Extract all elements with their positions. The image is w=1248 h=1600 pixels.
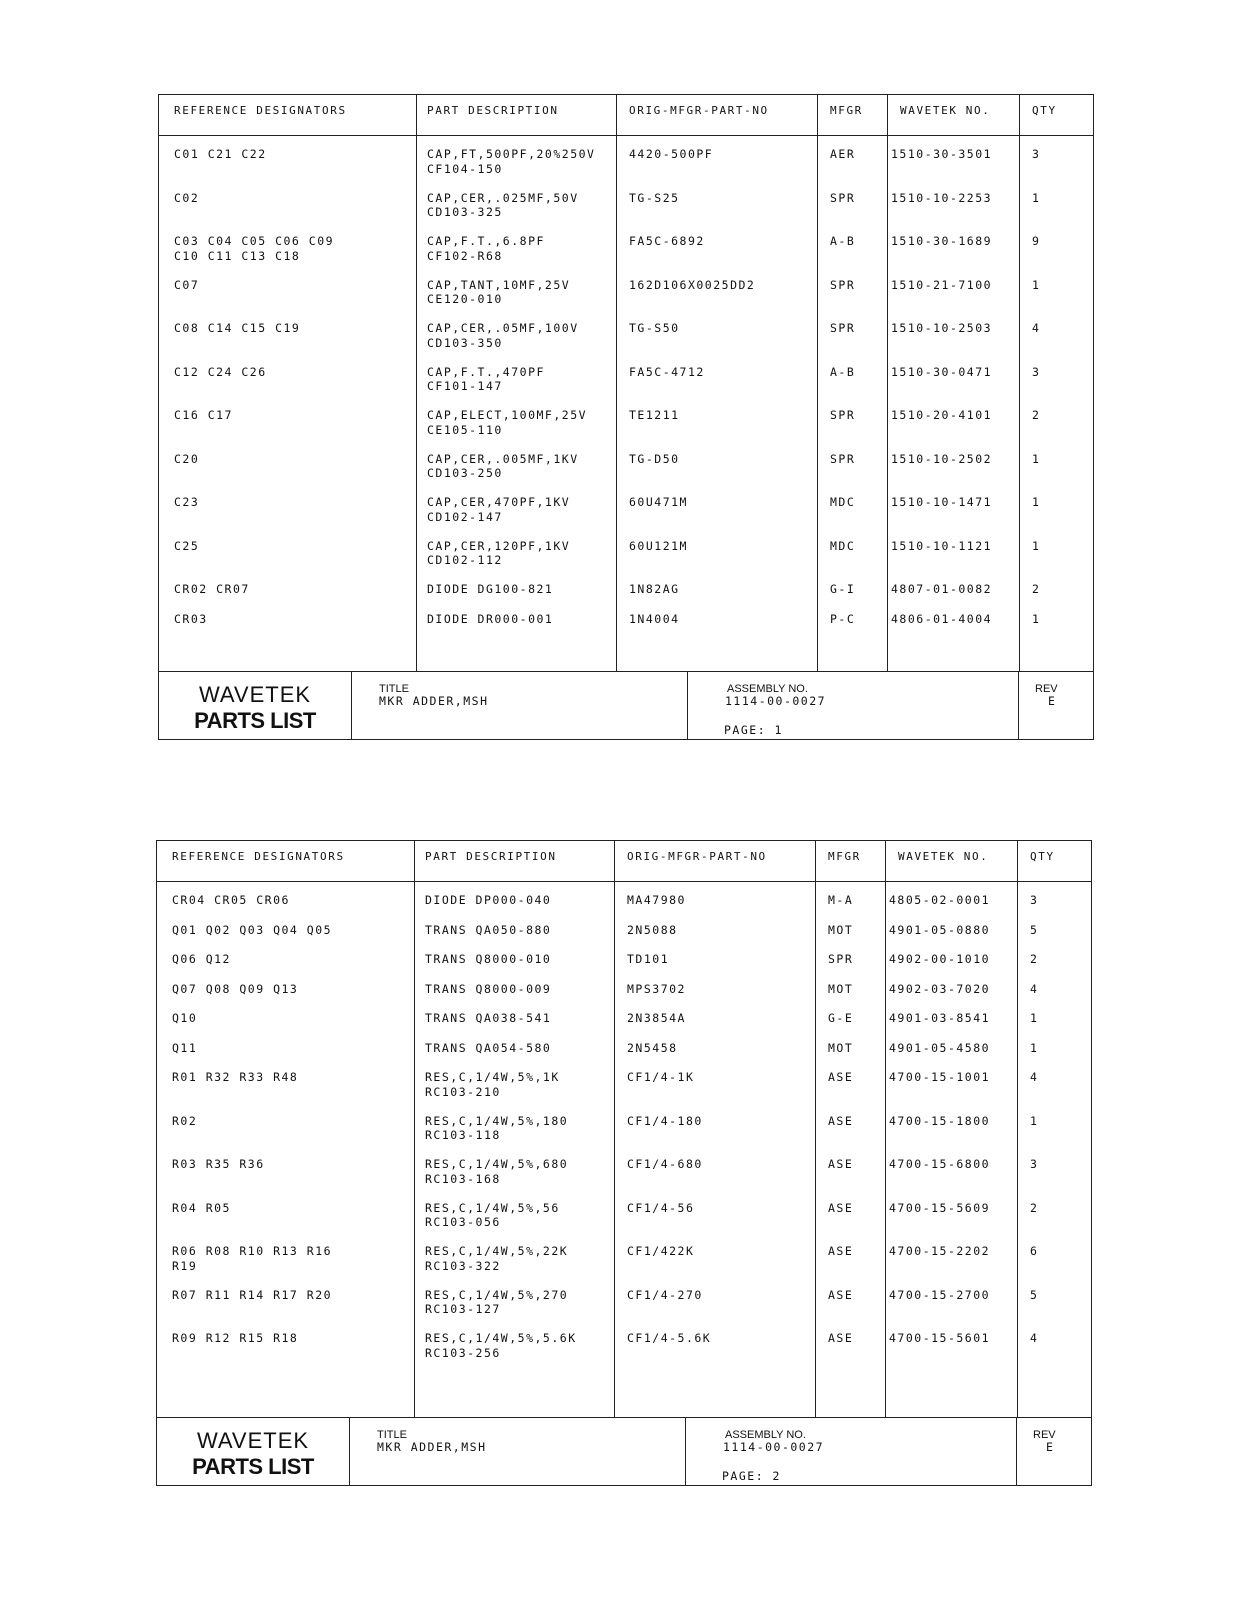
- logo-subtitle: PARTS LIST: [192, 1454, 314, 1479]
- header-ref: REFERENCE DESIGNATORS: [172, 850, 345, 863]
- quantity: 5: [1030, 922, 1039, 937]
- orig-part-no: CF1/4-5.6K: [627, 1331, 712, 1345]
- ref-designators: C25: [174, 538, 200, 553]
- wavetek-no: 1510-10-2253: [891, 190, 993, 205]
- rev-label: REV: [1033, 1429, 1056, 1441]
- assembly-number: 1114-00-0027: [725, 694, 827, 708]
- wavetek-no: 4700-15-5609: [889, 1200, 991, 1215]
- assembly-label: ASSEMBLY NO.: [727, 683, 808, 695]
- mfgr-code: ASE: [828, 1331, 854, 1345]
- orig-part-no: 60U121M: [629, 538, 688, 553]
- mfgr-code: A-B: [830, 364, 856, 379]
- part-description: RES,C,1/4W,5%,680 RC103-168: [425, 1157, 569, 1186]
- mfgr-code: G-E: [828, 1011, 854, 1025]
- header-desc: PART DESCRIPTION: [427, 104, 559, 117]
- part-description: CAP,TANT,10MF,25V CE120-010: [427, 277, 571, 306]
- part-description: RES,C,1/4W,5%,180 RC103-118: [425, 1113, 569, 1142]
- assembly-label: ASSEMBLY NO.: [725, 1429, 806, 1441]
- ref-designators: C02: [174, 190, 200, 205]
- ref-designators: CR03: [174, 611, 208, 626]
- orig-part-no: CF1/4-680: [627, 1157, 703, 1171]
- table-row: [157, 952, 1091, 982]
- ref-designators: R02: [172, 1113, 198, 1128]
- parts-table: [157, 841, 1091, 1417]
- wavetek-no: 4902-00-1010: [889, 952, 991, 966]
- page-number: PAGE: 2: [722, 1469, 781, 1483]
- header-mfgr: MFGR: [828, 850, 861, 863]
- part-description: CAP,CER,.025MF,50V CD103-325: [427, 190, 579, 219]
- part-description: CAP,F.T.,470PF CF101-147: [427, 364, 545, 393]
- quantity: 1: [1030, 1011, 1039, 1025]
- ref-designators: CR02 CR07: [174, 582, 250, 596]
- rev-value: E: [1046, 1440, 1055, 1454]
- header-desc: PART DESCRIPTION: [425, 850, 557, 863]
- orig-part-no: TG-D50: [629, 451, 680, 466]
- wavetek-no: 4901-03-8541: [889, 1011, 991, 1025]
- part-description: CAP,F.T.,6.8PF CF102-R68: [427, 234, 545, 263]
- table-row: [159, 147, 1093, 191]
- table-row: [159, 278, 1093, 322]
- ref-designators: Q10: [172, 1011, 198, 1025]
- table-row: [159, 582, 1093, 612]
- wavetek-no: 1510-30-0471: [891, 364, 993, 379]
- mfgr-code: ASE: [828, 1244, 854, 1258]
- table-row: [159, 365, 1093, 409]
- table-row: [157, 893, 1091, 923]
- table-row: [159, 234, 1093, 278]
- orig-part-no: 1N4004: [629, 611, 680, 626]
- title-block: [159, 671, 1093, 740]
- orig-part-no: CF1/422K: [627, 1244, 695, 1258]
- quantity: 3: [1032, 147, 1041, 161]
- quantity: 1: [1032, 451, 1041, 466]
- wavetek-no: 1510-21-7100: [891, 277, 993, 292]
- mfgr-code: G-I: [830, 582, 856, 596]
- ref-designators: R04 R05: [172, 1200, 231, 1215]
- ref-designators: C08 C14 C15 C19: [174, 321, 301, 335]
- header-ref: REFERENCE DESIGNATORS: [174, 104, 347, 117]
- header-orig: ORIG-MFGR-PART-NO: [629, 104, 769, 117]
- wavetek-no: 4902-03-7020: [889, 981, 991, 996]
- part-description: TRANS QA038-541: [425, 1011, 552, 1025]
- logo-subtitle: PARTS LIST: [194, 708, 316, 733]
- rev-label: REV: [1035, 683, 1058, 695]
- ref-designators: R03 R35 R36: [172, 1157, 265, 1171]
- mfgr-code: AER: [830, 147, 856, 161]
- ref-designators: R06 R08 R10 R13 R16 R19: [172, 1244, 333, 1273]
- part-description: CAP,ELECT,100MF,25V CE105-110: [427, 408, 588, 437]
- ref-designators: C16 C17: [174, 408, 233, 422]
- part-description: TRANS QA054-580: [425, 1040, 552, 1055]
- part-description: CAP,CER,470PF,1KV CD102-147: [427, 495, 571, 524]
- wavetek-no: 4901-05-4580: [889, 1040, 991, 1055]
- mfgr-code: ASE: [828, 1113, 854, 1128]
- table-row: [159, 321, 1093, 365]
- wavetek-no: 4700-15-1800: [889, 1113, 991, 1128]
- wavetek-no: 1510-30-3501: [891, 147, 993, 161]
- table-row: [157, 1201, 1091, 1245]
- header-qty: QTY: [1030, 850, 1055, 863]
- wavetek-no: 4807-01-0082: [891, 582, 993, 596]
- quantity: 1: [1032, 190, 1041, 205]
- wavetek-no: 4700-15-6800: [889, 1157, 991, 1171]
- assembly-title: MKR ADDER,MSH: [379, 694, 489, 708]
- assembly-number: 1114-00-0027: [723, 1440, 825, 1454]
- orig-part-no: TD101: [627, 952, 670, 966]
- quantity: 1: [1030, 1040, 1039, 1055]
- header-orig: ORIG-MFGR-PART-NO: [627, 850, 767, 863]
- table-row: [157, 1041, 1091, 1071]
- part-description: CAP,CER,120PF,1KV CD102-112: [427, 538, 571, 567]
- ref-designators: C01 C21 C22: [174, 147, 267, 161]
- table-row: [159, 408, 1093, 452]
- title-block: [157, 1417, 1091, 1486]
- table-body: [159, 147, 1093, 641]
- wavetek-no: 1510-10-1471: [891, 495, 993, 509]
- parts-list-sheet-1: [158, 94, 1094, 740]
- wavetek-no: 1510-10-1121: [891, 538, 993, 553]
- table-row: [157, 1244, 1091, 1288]
- wavetek-no: 4700-15-2700: [889, 1287, 991, 1302]
- quantity: 4: [1030, 981, 1039, 996]
- quantity: 4: [1030, 1331, 1039, 1345]
- wavetek-no: 1510-10-2502: [891, 451, 993, 466]
- wavetek-no: 4805-02-0001: [889, 893, 991, 907]
- part-description: TRANS QA050-880: [425, 922, 552, 937]
- quantity: 4: [1030, 1070, 1039, 1084]
- mfgr-code: SPR: [830, 321, 856, 335]
- quantity: 2: [1032, 582, 1041, 596]
- header-wavetek: WAVETEK NO.: [900, 104, 991, 117]
- orig-part-no: 2N5458: [627, 1040, 678, 1055]
- mfgr-code: MOT: [828, 981, 854, 996]
- orig-part-no: 60U471M: [629, 495, 688, 509]
- wavetek-no: 1510-20-4101: [891, 408, 993, 422]
- orig-part-no: 1N82AG: [629, 582, 680, 596]
- ref-designators: C03 C04 C05 C06 C09 C10 C11 C13 C18: [174, 234, 335, 263]
- part-description: RES,C,1/4W,5%,1K RC103-210: [425, 1070, 560, 1099]
- table-body: [157, 893, 1091, 1375]
- orig-part-no: CF1/4-1K: [627, 1070, 695, 1084]
- mfgr-code: SPR: [830, 190, 856, 205]
- logo-wordmark: WAVETEK: [198, 682, 312, 707]
- part-description: CAP,FT,500PF,20%250V CF104-150: [427, 147, 596, 176]
- orig-part-no: MPS3702: [627, 981, 686, 996]
- mfgr-code: MOT: [828, 1040, 854, 1055]
- table-row: [157, 1114, 1091, 1158]
- table-row: [157, 982, 1091, 1012]
- part-description: RES,C,1/4W,5%,270 RC103-127: [425, 1287, 569, 1316]
- table-row: [157, 1157, 1091, 1201]
- header-qty: QTY: [1032, 104, 1057, 117]
- quantity: 1: [1032, 277, 1041, 292]
- quantity: 3: [1030, 1157, 1039, 1171]
- wavetek-logo: [159, 672, 351, 740]
- quantity: 1: [1032, 538, 1041, 553]
- mfgr-code: ASE: [828, 1287, 854, 1302]
- wavetek-no: 4806-01-4004: [891, 611, 993, 626]
- quantity: 1: [1032, 611, 1041, 626]
- table-row: [157, 1011, 1091, 1041]
- quantity: 4: [1032, 321, 1041, 335]
- quantity: 6: [1030, 1244, 1039, 1258]
- quantity: 5: [1030, 1287, 1039, 1302]
- orig-part-no: 162D106X0025DD2: [629, 277, 756, 292]
- quantity: 1: [1032, 495, 1041, 509]
- mfgr-code: MOT: [828, 922, 854, 937]
- orig-part-no: TE1211: [629, 408, 680, 422]
- table-row: [157, 1331, 1091, 1375]
- orig-part-no: CF1/4-270: [627, 1287, 703, 1302]
- part-description: RES,C,1/4W,5%,5.6K RC103-256: [425, 1331, 577, 1360]
- mfgr-code: ASE: [828, 1200, 854, 1215]
- table-row: [159, 612, 1093, 642]
- ref-designators: Q11: [172, 1040, 198, 1055]
- title-label: TITLE: [377, 1429, 407, 1441]
- rev-value: E: [1048, 694, 1057, 708]
- mfgr-code: P-C: [830, 611, 856, 626]
- ref-designators: Q06 Q12: [172, 952, 231, 966]
- part-description: RES,C,1/4W,5%,56 RC103-056: [425, 1200, 560, 1229]
- ref-designators: C07: [174, 277, 200, 292]
- part-description: DIODE DR000-001: [427, 611, 554, 626]
- parts-list-sheet-2: [156, 840, 1092, 1486]
- orig-part-no: FA5C-4712: [629, 364, 705, 379]
- mfgr-code: SPR: [830, 277, 856, 292]
- orig-part-no: 2N5088: [627, 922, 678, 937]
- ref-designators: Q01 Q02 Q03 Q04 Q05: [172, 922, 333, 937]
- orig-part-no: CF1/4-180: [627, 1113, 703, 1128]
- part-description: RES,C,1/4W,5%,22K RC103-322: [425, 1244, 569, 1273]
- mfgr-code: SPR: [830, 408, 856, 422]
- mfgr-code: SPR: [828, 952, 854, 966]
- table-row: [157, 923, 1091, 953]
- ref-designators: C12 C24 C26: [174, 364, 267, 379]
- mfgr-code: MDC: [830, 538, 856, 553]
- header-mfgr: MFGR: [830, 104, 863, 117]
- table-row: [159, 191, 1093, 235]
- wavetek-no: 4901-05-0880: [889, 922, 991, 937]
- mfgr-code: A-B: [830, 234, 856, 248]
- part-description: TRANS Q8000-010: [425, 952, 552, 966]
- part-description: DIODE DP000-040: [425, 893, 552, 907]
- quantity: 9: [1032, 234, 1041, 248]
- orig-part-no: TG-S25: [629, 190, 680, 205]
- orig-part-no: CF1/4-56: [627, 1200, 695, 1215]
- mfgr-code: ASE: [828, 1157, 854, 1171]
- ref-designators: C23: [174, 495, 200, 509]
- quantity: 2: [1032, 408, 1041, 422]
- wavetek-no: 4700-15-5601: [889, 1331, 991, 1345]
- mfgr-code: M-A: [828, 893, 854, 907]
- ref-designators: R01 R32 R33 R48: [172, 1070, 299, 1084]
- ref-designators: R07 R11 R14 R17 R20: [172, 1287, 333, 1302]
- ref-designators: C20: [174, 451, 200, 466]
- wavetek-no: 4700-15-1001: [889, 1070, 991, 1084]
- quantity: 3: [1030, 893, 1039, 907]
- orig-part-no: TG-S50: [629, 321, 680, 335]
- part-description: TRANS Q8000-009: [425, 981, 552, 996]
- part-description: CAP,CER,.005MF,1KV CD103-250: [427, 451, 579, 480]
- wavetek-no: 1510-10-2503: [891, 321, 993, 335]
- table-row: [157, 1288, 1091, 1332]
- title-label: TITLE: [379, 683, 409, 695]
- table-row: [159, 539, 1093, 583]
- quantity: 2: [1030, 952, 1039, 966]
- orig-part-no: 2N3854A: [627, 1011, 686, 1025]
- quantity: 2: [1030, 1200, 1039, 1215]
- table-row: [157, 1070, 1091, 1114]
- ref-designators: CR04 CR05 CR06: [172, 893, 290, 907]
- parts-table: [159, 95, 1093, 671]
- ref-designators: R09 R12 R15 R18: [172, 1331, 299, 1345]
- page-number: PAGE: 1: [724, 723, 783, 737]
- wavetek-logo: [157, 1418, 349, 1486]
- ref-designators: Q07 Q08 Q09 Q13: [172, 981, 299, 996]
- wavetek-no: 4700-15-2202: [889, 1244, 991, 1258]
- orig-part-no: FA5C-6892: [629, 234, 705, 248]
- part-description: CAP,CER,.05MF,100V CD103-350: [427, 321, 579, 350]
- header-wavetek: WAVETEK NO.: [898, 850, 989, 863]
- table-row: [159, 452, 1093, 496]
- assembly-title: MKR ADDER,MSH: [377, 1440, 487, 1454]
- wavetek-no: 1510-30-1689: [891, 234, 993, 248]
- logo-wordmark: WAVETEK: [196, 1428, 310, 1453]
- quantity: 3: [1032, 364, 1041, 379]
- mfgr-code: MDC: [830, 495, 856, 509]
- quantity: 1: [1030, 1113, 1039, 1128]
- table-row: [159, 495, 1093, 539]
- orig-part-no: MA47980: [627, 893, 686, 907]
- mfgr-code: SPR: [830, 451, 856, 466]
- mfgr-code: ASE: [828, 1070, 854, 1084]
- part-description: DIODE DG100-821: [427, 582, 554, 596]
- orig-part-no: 4420-500PF: [629, 147, 714, 161]
